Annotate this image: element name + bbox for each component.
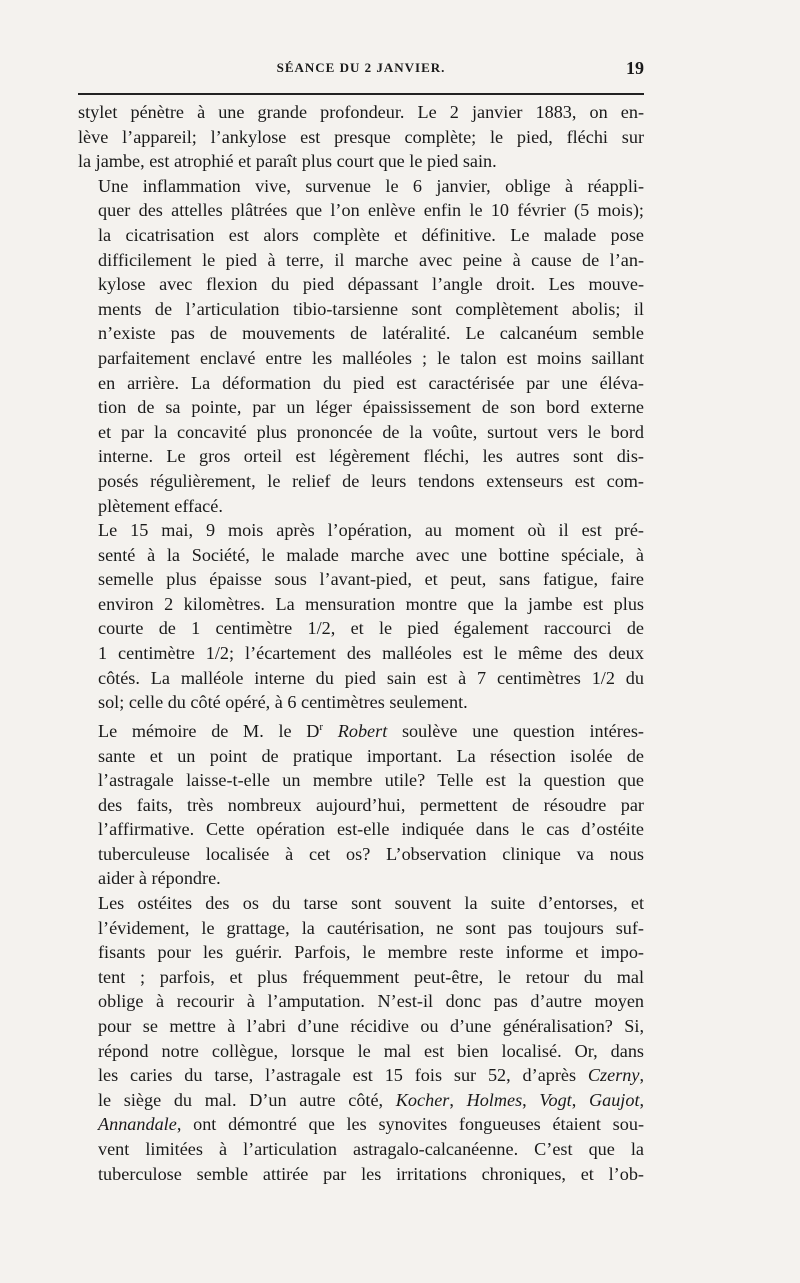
text-line: difficilement le pied à terre, il marche avec peine à cause de l’an- <box>98 249 644 270</box>
text-line: interne. Le gros orteil est légèrement fléchi, les autres sont dis- <box>98 446 644 467</box>
text-line: répond notre collègue, lorsque le mal est bien localisé. Or, dans <box>98 1040 644 1061</box>
paragraph <box>78 518 644 715</box>
text-line: Annandale, ont démontré que les synovites fongueuses étaient sou- <box>98 1114 644 1135</box>
text-line: 1 centimètre 1/2; l’écartement des malléoles est le même des deux <box>98 643 644 664</box>
text-line: tent ; parfois, et plus fréquemment peut-être, le retour du mal <box>98 966 644 987</box>
text-line: côtés. La malléole interne du pied sain est à 7 centimètres 1/2 du <box>98 667 644 688</box>
paragraph <box>78 100 644 174</box>
text-line: courte de 1 centimètre 1/2, et le pied également raccourci de <box>98 618 644 639</box>
text-line: oblige à recourir à l’amputation. N’est-il donc pas d’autre moyen <box>98 991 644 1012</box>
text-line: plètement effacé. <box>98 495 223 516</box>
paragraph <box>78 715 644 891</box>
body-text <box>78 100 644 1186</box>
paragraph <box>78 891 644 1186</box>
text-line: stylet pénètre à une grande profondeur. Le 2 janvier 1883, on en- <box>78 102 644 122</box>
text-line: semelle plus épaisse sous l’avant-pied, et peut, sans fatigue, faire <box>98 569 644 590</box>
text-line: des faits, très nombreux aujourd’hui, permettent de résoudre par <box>98 794 644 815</box>
text-line: Les ostéites des os du tarse sont souvent la suite d’entorses, et <box>98 893 644 914</box>
running-head: SÉANCE DU 2 JANVIER. <box>276 60 446 75</box>
text-line: sol; celle du côté opéré, à 6 centimètres seulement. <box>98 692 468 713</box>
text-line: parfaitement enclavé entre les malléoles ; le talon est moins saillant <box>98 347 644 368</box>
text-line: l’astragale laisse-t-elle un membre utile? Telle est la question que <box>98 770 644 791</box>
text-line: l’affirmative. Cette opération est-elle indiquée dans le cas d’ostéite <box>98 819 644 840</box>
text-line: Le mémoire de M. le $D^r$ Robert soulève une question intéres- <box>98 720 644 741</box>
text-line: tuberculose semble attirée par les irritations chroniques, et l’ob- <box>98 1163 644 1184</box>
text-line: ments de l’articulation tibio-tarsienne sont complètement abolis; il <box>98 298 644 319</box>
text-line: sante et un point de pratique important. La résection isolée de <box>98 745 644 766</box>
text-line: la cicatrisation est alors complète et définitive. Le malade pose <box>98 224 644 245</box>
text-line: Le 15 mai, 9 mois après l’opération, au moment où il est pré- <box>98 520 644 541</box>
text-line: tion de sa pointe, par un léger épaississement de son bord externe <box>98 397 644 418</box>
paragraph <box>78 174 644 518</box>
text-line: le siège du mal. D’un autre côté, Kocher, Holmes, Vogt, Gaujot, <box>98 1089 645 1110</box>
text-line: les caries du tarse, l’astragale est 15 fois sur 52, d’après Czerny, <box>98 1065 644 1086</box>
text-line: et par la concavité plus prononcée de la voûte, surtout vers le bord <box>98 421 644 442</box>
text-line: en arrière. La déformation du pied est caractérisée par une éléva- <box>98 372 644 393</box>
text-line: tuberculeuse localisée à cet os? L’observation clinique va nous <box>98 843 644 864</box>
text-line: quer des attelles plâtrées que l’on enlève enfin le 10 février (5 mois); <box>98 200 644 221</box>
header-rule <box>78 93 644 95</box>
text-line: fisants pour les guérir. Parfois, le membre reste informe et impo- <box>98 942 644 963</box>
text-line: aider à répondre. <box>98 868 221 889</box>
text-line: lève l’appareil; l’ankylose est presque complète; le pied, fléchi sur <box>78 126 644 147</box>
text-line: pour se mettre à l’abri d’une récidive ou d’une généralisation? Si, <box>98 1016 644 1037</box>
text-line: posés régulièrement, le relief de leurs tendons extenseurs est com- <box>98 470 644 491</box>
page-header <box>78 58 644 86</box>
text-line: vent limitées à l’articulation astragalo-calcanéenne. C’est que la <box>98 1139 644 1159</box>
text-line: n’existe pas de mouvements de latéralité. Le calcanéum semble <box>98 323 644 344</box>
text-line: Une inflammation vive, survenue le 6 janvier, oblige à réappli- <box>98 175 644 196</box>
text-line: environ 2 kilomètres. La mensuration montre que la jambe est plus <box>98 593 644 614</box>
text-line: l’évidement, le grattage, la cautérisation, ne sont pas toujours suf- <box>98 917 644 938</box>
page-number: 19 <box>626 58 644 78</box>
text-line: senté à la Société, le malade marche avec une bottine spéciale, à <box>98 544 644 565</box>
text-line: kylose avec flexion du pied dépassant l’angle droit. Les mouve- <box>98 274 644 295</box>
text-line: la jambe, est atrophié et paraît plus court que le pied sain. <box>78 151 497 172</box>
